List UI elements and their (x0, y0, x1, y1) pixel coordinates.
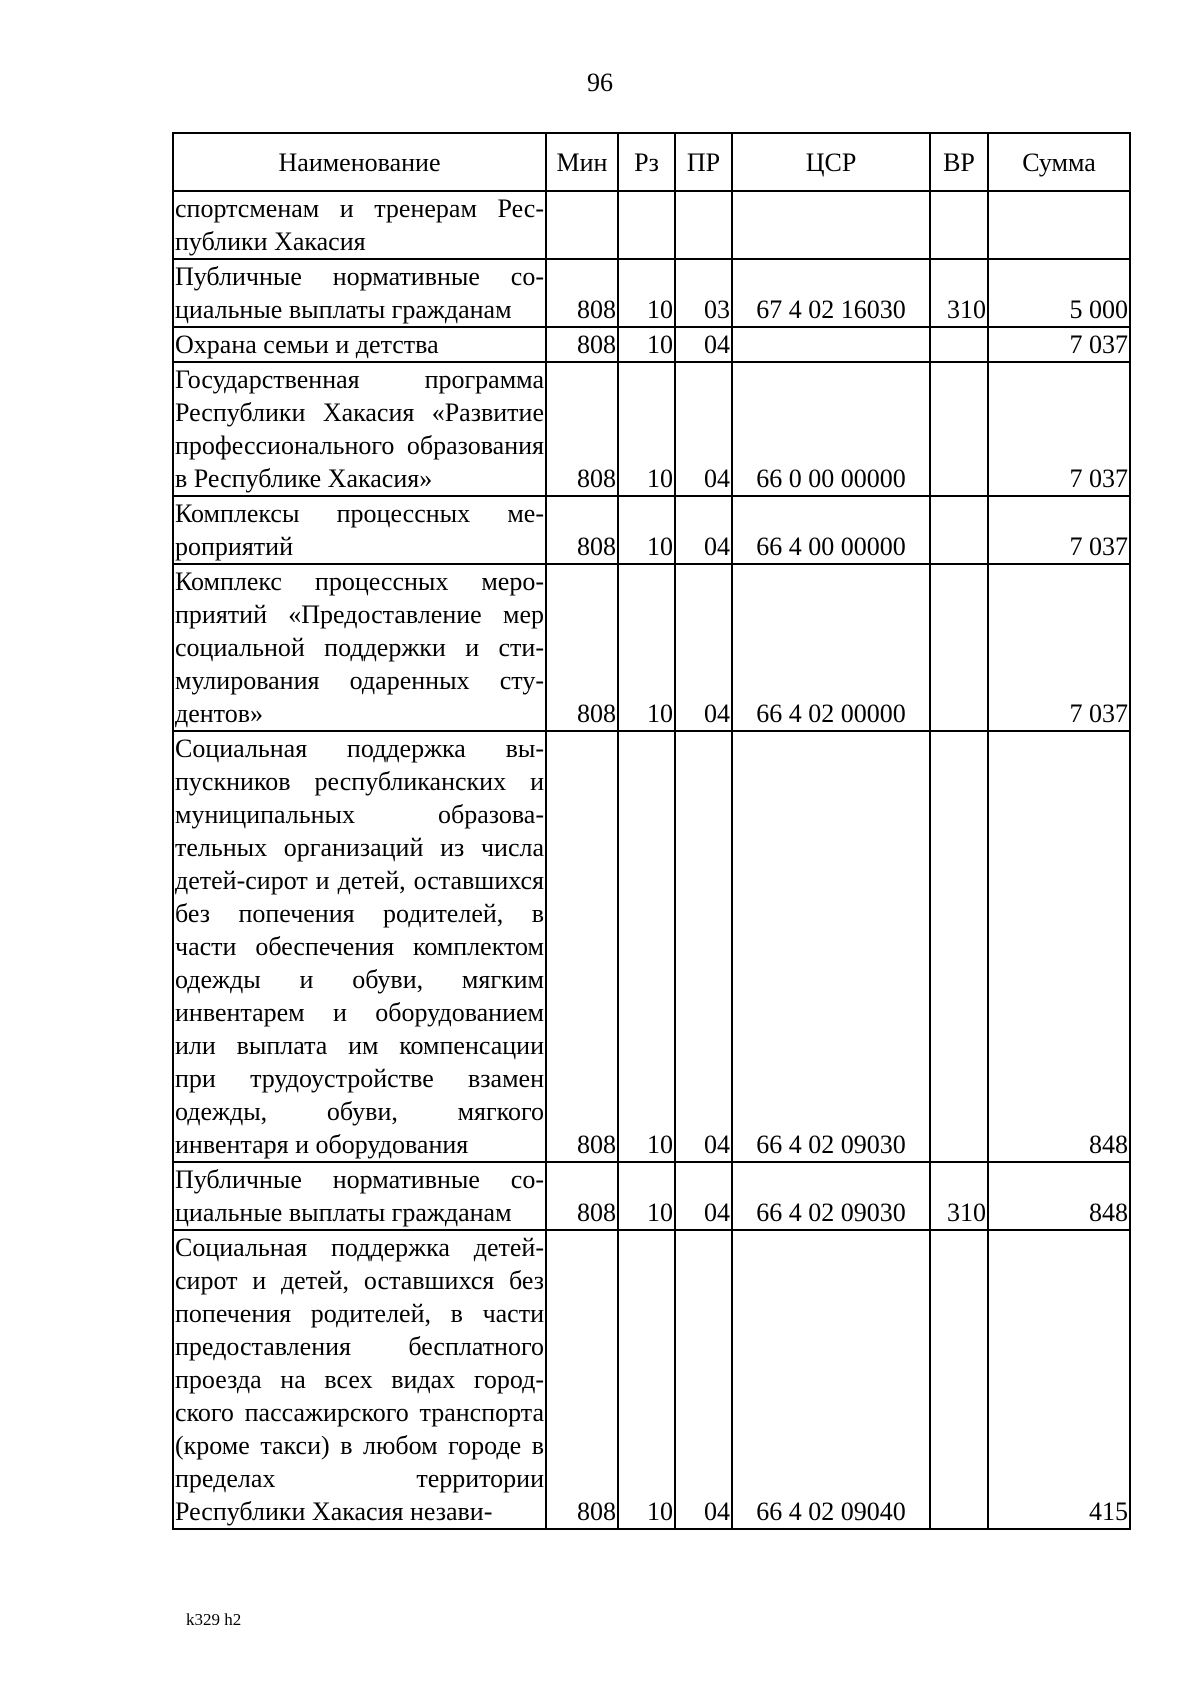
row-sum: 7 037 (988, 362, 1130, 496)
footer-code: k329 h2 (186, 1610, 242, 1629)
row-pr: 04 (675, 564, 732, 731)
row-vr (930, 496, 988, 564)
header-rz: Рз (618, 133, 675, 191)
row-rz: 10 (618, 1162, 675, 1230)
header-sum: Сумма (988, 133, 1130, 191)
row-csr: 66 4 02 00000 (732, 564, 930, 731)
budget-table (172, 132, 1131, 1530)
page-number: 96 (587, 68, 613, 97)
row-sum: 848 (988, 1162, 1130, 1230)
row-vr (930, 564, 988, 731)
row-min (546, 191, 618, 259)
row-csr: 66 4 02 09030 (732, 1162, 930, 1230)
row-name: Государственная программа Республики Хакасия «Развитие профессионального образования в Республике Хакасия» (173, 362, 546, 496)
table-row (173, 362, 1130, 496)
row-pr: 03 (675, 259, 732, 327)
table-row (173, 327, 1130, 362)
row-rz: 10 (618, 496, 675, 564)
row-name: Комплексы процессных мероприятий (173, 496, 546, 564)
row-min: 808 (546, 564, 618, 731)
row-name: Публичные нормативные социальные выплаты гражданам (173, 1162, 546, 1230)
row-csr (732, 191, 930, 259)
row-sum: 7 037 (988, 564, 1130, 731)
row-vr (930, 327, 988, 362)
row-name: Социальная поддержка выпускников республиканских и муниципальных образовательных организаций из числа детей-сирот и детей, оставшихся без попечения родителей, в части обеспечения комплектом одежды и обуви, мягким инвентарем и оборудованием или выплата им компенсации при трудоустройстве взамен одежды, обуви, мягкого инвентаря и оборудования (173, 731, 546, 1162)
table-row (173, 496, 1130, 564)
row-rz: 10 (618, 564, 675, 731)
header-min: Мин (546, 133, 618, 191)
row-csr: 66 4 00 00000 (732, 496, 930, 564)
row-name: Охрана семьи и детства (173, 327, 546, 362)
row-csr: 66 4 02 09030 (732, 731, 930, 1162)
row-sum: 848 (988, 731, 1130, 1162)
header-row (173, 133, 1130, 191)
row-vr: 310 (930, 259, 988, 327)
row-min: 808 (546, 496, 618, 564)
row-sum (988, 191, 1130, 259)
row-sum: 5 000 (988, 259, 1130, 327)
row-csr: 66 0 00 00000 (732, 362, 930, 496)
row-vr (930, 1230, 988, 1529)
row-pr (675, 191, 732, 259)
row-pr: 04 (675, 1230, 732, 1529)
row-rz: 10 (618, 1230, 675, 1529)
row-name: Комплекс процессных мероприятий «Предоставление мер социальной поддержки и стимулирования одаренных студентов» (173, 564, 546, 731)
row-vr: 310 (930, 1162, 988, 1230)
table-row (173, 731, 1130, 1162)
header-name: Наименование (173, 133, 546, 191)
table-row (173, 564, 1130, 731)
row-rz: 10 (618, 259, 675, 327)
row-pr: 04 (675, 327, 732, 362)
row-sum: 415 (988, 1230, 1130, 1529)
table-row (173, 1230, 1130, 1529)
row-min: 808 (546, 259, 618, 327)
row-pr: 04 (675, 496, 732, 564)
row-sum: 7 037 (988, 327, 1130, 362)
header-vr: ВР (930, 133, 988, 191)
row-rz (618, 191, 675, 259)
row-rz: 10 (618, 731, 675, 1162)
row-pr: 04 (675, 1162, 732, 1230)
row-sum: 7 037 (988, 496, 1130, 564)
row-pr: 04 (675, 362, 732, 496)
row-min: 808 (546, 731, 618, 1162)
row-rz: 10 (618, 327, 675, 362)
row-csr (732, 327, 930, 362)
row-name: Социальная поддержка детей-сирот и детей, оставшихся без попечения родителей, в части предоставления бесплатного проезда на всех видах городского пассажирского транспорта (кроме такси) в любом городе в пределах территории Республики Хакасия незави- (173, 1230, 546, 1529)
table-row (173, 1162, 1130, 1230)
row-min: 808 (546, 327, 618, 362)
row-name: спортсменам и тренерам Республики Хакасия (173, 191, 546, 259)
row-rz: 10 (618, 362, 675, 496)
row-min: 808 (546, 362, 618, 496)
header-pr: ПР (675, 133, 732, 191)
row-csr: 66 4 02 09040 (732, 1230, 930, 1529)
row-vr (930, 731, 988, 1162)
row-pr: 04 (675, 731, 732, 1162)
row-vr (930, 362, 988, 496)
row-name: Публичные нормативные социальные выплаты гражданам (173, 259, 546, 327)
row-min: 808 (546, 1230, 618, 1529)
header-csr: ЦСР (732, 133, 930, 191)
row-min: 808 (546, 1162, 618, 1230)
row-csr: 67 4 02 16030 (732, 259, 930, 327)
row-vr (930, 191, 988, 259)
table-row (173, 259, 1130, 327)
table-row (173, 191, 1130, 259)
